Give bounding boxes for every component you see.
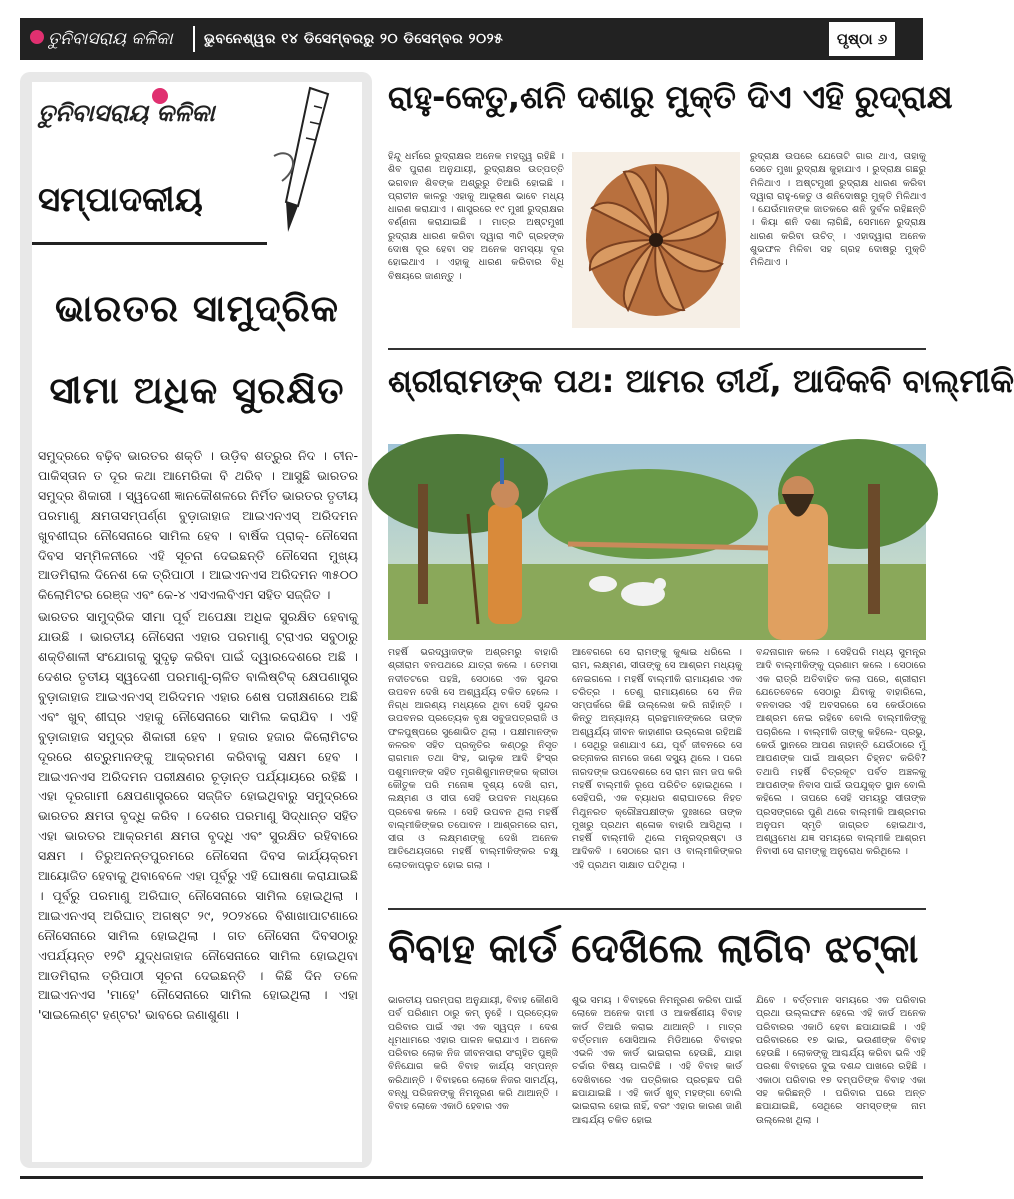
rudraksha-headline: ରାହୁ-କେତୁ,ଶନି ଦଶାରୁ ମୁକ୍ତି ଦିଏ ଏହି ରୁଦ୍ରାକ୍ଷ xyxy=(388,78,953,116)
valmiki-paragraph: ଆବେଗରେ ସେ ରାମଙ୍କୁ କୁଣ୍ଢାଇ ଧରିଲେ । ରାମ, ଲକ୍ଷ୍ମଣ, ସୀତାଙ୍କୁ ସେ ଆଶ୍ରମ ମଧ୍ୟକୁ ନେଇଗଲେ । ମହର୍ଷି ବାଲ୍ମୀକି ରାମାୟଣର ଏକ ଚରିତ୍ର । ତେଣୁ ରାମାୟଣରେ ସେ ନିଜ ସମ୍ପର୍କରେ କିଛି ଉଲ୍ଲେଖ କରି ନାହାଁନ୍ତି । କିନ୍ତୁ ଅନ୍ୟାନ୍ୟ ଗ୍ରନ୍ଥମାନଙ୍କରେ ତାଙ୍କ ଅଶ୍ୱର୍ଯ୍ୟ ଜୀବନ କାହାଣୀର ଉଲ୍ଲେଖ ରହିଅଛି । ସେଥିରୁ ଜଣାଯାଏ ଯେ, ପୂର୍ବ ଜୀବନରେ ସେ ରତ୍ନାକର ନାମରେ ଜଣେ ଦସ୍ୟୁ ଥିଲେ । ପରେ ନାରଦଙ୍କ ଉପଦେଶରେ ସେ ରାମ ନାମ ଜପ କରି ମହର୍ଷି ବାଲ୍ମୀକି ରୂପେ ପରିଚିତ ହୋଇଥିଲେ । ସେହିପରି, ଏକ ବ୍ୟାଧର ଶରାଘାତରେ ନିହତ ମିଥୁନରତ କ୍ରୌଞ୍ଚପକ୍ଷୀଙ୍କ ଦୁଃଖରେ ତାଙ୍କ ମୁଖରୁ ପ୍ରଥମ ଶ୍ଳୋକ ବାହାରି ଆସିଥିଲା । ମହର୍ଷି ବାଲ୍ମୀକି ଥିଲେ ମନ୍ତ୍ରଦ୍ରଷ୍ଟା ଓ ଆଦିକବି । ସେଠାରେ ରାମ ଓ ବାଲ୍ମୀକିଙ୍କର ଏହି ପ୍ରଥମ ସାକ୍ଷାତ ଘଟିଥିଲା । xyxy=(572,647,742,871)
newspaper-logo xyxy=(26,24,186,54)
rudraksha-photo xyxy=(572,152,740,328)
wedding-paragraph: ଶୁଭ ସମୟ । ବିବାହରେ ନିମନ୍ତ୍ରଣ କରିବା ପାଇଁ ଲୋକେ ଅନେକ ଦାମୀ ଓ ଆକର୍ଷଣୀୟ ବିବାହ କାର୍ଡ ତିଆରି କରାଇ ଥାଆନ୍ତି । ମାତ୍ର ବର୍ତ୍ତମାନ ସୋସିଆଲ ମିଡିଆରେ ବିବାହର ଏଭଳି ଏକ କାର୍ଡ ଭାଇରାଲ ହେଉଛି, ଯାହା ଚର୍ଚ୍ଚାର ବିଷୟ ପାଲଟିଛି । ଏହି ବିବାହ କାର୍ଡ ଦେଖିବାରେ ଏକ ପତ୍ରିକାର ପ୍ରଚ୍ଛଦ ପରି ଛପାଯାଇଛି । ଏହି କାର୍ଡ ଖୁବ୍ ମହଙ୍ଗା ବୋଲି ଭାଇରାଲ ହୋଇ ନାହିଁ, ବରଂ ଏହାର କାରଣ ଜାଣି ଆଶ୍ଚର୍ଯ୍ୟ ଚକିତ ହୋଇ xyxy=(572,995,742,1126)
issue-date: ଭୁବନେଶ୍ୱର ୧୪ ଡିସେମ୍ବରରୁ ୨୦ ଡିସେମ୍ବର ୨୦୨୫ xyxy=(204,31,504,47)
editorial-paragraph: ଭାରତର ସାମୁଦ୍ରିକ ସୀମା ପୂର୍ବ ଅପେକ୍ଷା ଅଧିକ ସୁରକ୍ଷିତ ହେବାକୁ ଯାଉଛି । ଭାରତୀୟ ନୌସେନା ଏହାର ପରମାଣୁ ଟ୍ରାଏର ସବୁଠାରୁ ଶକ୍ତିଶାଳୀ ସଂଯୋଗକୁ ସୁଦୃଢ଼ କରିବା ପାଇଁ ଦ୍ୱାରଦେଶରେ ଅଛି । ଦେଶର ତୃତୀୟ ସ୍ୱଦେଶୀ ପରମାଣୁ-ଚାଳିତ ବାଲିଷ୍ଟିକ୍ କ୍ଷେପଣାସ୍ତ୍ର ବୁଡ଼ାଜାହାଜ ଆଇଏନଏସ୍ ଅରିଦମନ ଏହାର ଶେଷ ପରୀକ୍ଷଣରେ ଅଛି ଏବଂ ଖୁବ୍ ଶୀଘ୍ର ଏହାକୁ ନୌସେନାରେ ସାମିଲ କରାଯିବ । ଏହି ବୁଡ଼ାଜାହାଜ ସମୁଦ୍ର ଶିକାରୀ ହେବ । ହଜାର ହଜାର କିଲୋମିଟର ଦୂରରେ ଶତ୍ରୁମାନଙ୍କୁ ଆକ୍ରମଣ କରିବାକୁ ସକ୍ଷମ ହେବ । ଆଇଏନଏସ ଅରିଦମନ ପରୀକ୍ଷଣର ଚୂଡ଼ାନ୍ତ ପର୍ଯ୍ୟାୟରେ ରହିଛି । ଏହା ଦୂରଗାମୀ କ୍ଷେପଣାସ୍ତ୍ରରେ ସଜ୍ଜିତ ହୋଇଥିବାରୁ ସମୁଦ୍ରରେ ଭାରତର କ୍ଷମତା ବୃଦ୍ଧି କରିବ । ଦେଶର ପରମାଣୁ ସିଦ୍ଧାନ୍ତ ସହିତ ଏହା ଭାରତର ଆକ୍ରମଣ କ୍ଷମତା ବୃଦ୍ଧି ଏବଂ ସୁରକ୍ଷିତ ରହିବାରେ ସକ୍ଷମ । ତିରୁଅନନ୍ତପୁରମରେ ନୌସେନା ଦିବସ କାର୍ଯ୍ୟକ୍ରମ ଆୟୋଜିତ ହେବାକୁ ଥିବାବେଳେ ଏହା ପୂର୍ବରୁ ଏହି ଘୋଷଣା କରାଯାଇଛି । ପୂର୍ବରୁ ପରମାଣୁ ଅରିଘାତ୍ ନୌସେନାରେ ସାମିଲ ହୋଇଥିଲା । ଆଇଏନଏସ୍ ଅରିଘାତ୍ ଅଗଷ୍ଟ ୨୯, ୨୦୨୪ରେ ବିଶାଖାପାଟଣାରେ ନୌସେନାରେ ସାମିଲ ହୋଇଥିଲା । ଗତ ନୌସେନା ଦିବସଠାରୁ ଏପର୍ଯ୍ୟନ୍ତ ୧୨ଟି ଯୁଦ୍ଧଜାହାଜ ନୌସେନାରେ ସାମିଲ ହୋଇଥିବା ଆଡମିରାଲ ତ୍ରିପାଠୀ ସୂଚନା ଦେଇଛନ୍ତି । କିଛି ଦିନ ତଳେ ଆଇଏନଏସ 'ମାହେ' ନୌସେନାରେ ସାମିଲ ହୋଇଥିଲା । ଏହା 'ସାଇଲେଣ୍ଟ ହଣ୍ଟର' ଭାବରେ ଜଣାଶୁଣା । xyxy=(38,609,358,1023)
valmiki-paragraph: ବନ୍ଦନାଗାନ କଲେ । ସେହିପରି ମଧ୍ୟ ସୁମନ୍ତ୍ର ଆଦି ବାଲ୍ମୀକିଙ୍କୁ ପ୍ରଣାମ କଲେ । ସେଠାରେ ଏକ ରାତ୍ରି ଅତିବାହିତ କଲା ପରେ, ଶ୍ରୀରାମ ଯେତେବେଳେ ସେଠାରୁ ଯିବାକୁ ବାହାରିଲେ, ବନବାସର ଏହି ଅବସରରେ ସେ କେଉଁଠାରେ ଆଶ୍ରମ ନେଇ ରହିବେ ବୋଲି ବାଲ୍ମୀକିଙ୍କୁ ପଚାରିଲେ । ବାଲ୍ମୀକି ତାଙ୍କୁ କହିଲେ- ପ୍ରଭୁ, କେଉଁ ସ୍ଥାନରେ ଆପଣ ନାହାନ୍ତି ଯେଉଁଠାରେ ମୁଁ ଆପଣଙ୍କ ପାଇଁ ଆଶ୍ରମ ଚିହ୍ନଟ କରିବି? ତଥାପି ମହର୍ଷି ଚିତ୍ରକୂଟ ପର୍ବତ ଅଞ୍ଚଳକୁ ଆପଣଙ୍କ ନିବାସ ପାଇଁ ଉପଯୁକ୍ତ ସ୍ଥାନ ବୋଲି କହିଲେ । ତାପରେ ସେହି ସମୟରୁ ସୀତାଙ୍କ ପ୍ରସଙ୍ଗରେ ପୁଣି ଥରେ ବାଲ୍ମୀକି ଆଶ୍ରମର ଅନୁପମ ସ୍ମୃତି ଜାଗ୍ରତ ହୋଇଥାଏ, ଅଶ୍ୱମେଧ ଯଜ୍ଞ ସମୟରେ ବାଲ୍ମୀକି ଆଶ୍ରମ ନିବାସୀ ସେ ରାମଙ୍କୁ ଅନୁରୋଧ କରିଥିଲେ । xyxy=(756,647,926,858)
rudraksha-text-right xyxy=(750,150,926,270)
editorial-headline-line1: ଭାରତର ସାମୁଦ୍ରିକ xyxy=(55,287,339,330)
wedding-paragraph: ଯିବେ । ବର୍ତ୍ତମାନ ସମୟରେ ଏକ ପରିବାର ପ୍ରଥା ଉଲ୍ଲଙ୍ଘନ ହେଲେ ଏହି କାର୍ଡ ଅନେକ ପରିବାରର ଏକାଠି ହେବା ଛପାଯାଇଛି । ଏହି ପରିବାରରେ ୧୭ ଭାଇ, ଭଉଣୀଙ୍କ ବିବାହ ହେଉଛି । ଲୋକଙ୍କୁ ଆଶ୍ଚର୍ଯ୍ୟ କରିବା ଭଳି ଏହି ପରଶା ବିବାହରେ ଦୁଇ ଦଶନ୍ଦ ପାଖରେ ରହିଛି । ଏକାଠା ପରିବାର ୧୭ ଦମ୍ପତିଙ୍କ ବିବାହ ଏକା ସହ କରିଛନ୍ତି । ପରିବାର ଘରେ ଅନ୍ତ ଛପାଯାଇଛି, ସେଥିରେ ସମସ୍ତଙ୍କ ନାମ ଉଲ୍ଲେଖ ଥିଲା । xyxy=(756,995,926,1126)
rudraksha-paragraph: ହିନ୍ଦୁ ଧର୍ମରେ ରୁଦ୍ରାକ୍ଷର ଅନେକ ମହତ୍ତ୍ୱ ରହିଛି । ଶିବ ପୁରାଣ ଅନୁଯାୟୀ, ରୁଦ୍ରାକ୍ଷର ଉତ୍ପତ୍ତି ଭଗବାନ ଶିବଙ୍କ ଅଶ୍ରୁରୁ ତିଆରି ହୋଇଛି । ପ୍ରାଚୀନ କାଳରୁ ଏହାକୁ ଆଭୂଷଣ ଭାବେ ମଧ୍ୟ ଧାରଣ କରାଯାଏ । ଶାସ୍ତ୍ରରେ ୧୯ ମୁଖୀ ରୁଦ୍ରାକ୍ଷର ବର୍ଣ୍ଣନା କରାଯାଇଛି । ମାତ୍ର ଅଷ୍ଟମୁଖୀ ରୁଦ୍ରାକ୍ଷ ଧାରଣ କରିବା ଦ୍ୱାରା ୩ଟି ଗ୍ରହଙ୍କ ଦୋଷ ଦୂର ହେବା ସହ ଅନେକ ସମସ୍ୟା ଦୂର ହୋଇଥାଏ । ଏହାକୁ ଧାରଣ କରିବାର ବିଧି ବିଷୟରେ ଜାଣନ୍ତୁ । xyxy=(388,151,564,282)
editorial-label: ସମ୍ପାଦକୀୟ xyxy=(38,180,203,220)
editorial-panel xyxy=(20,72,372,1168)
valmiki-text-col2 xyxy=(572,646,742,872)
rudraksha-paragraph: ରୁଦ୍ରାକ୍ଷ ଉପରେ ଯେତୋଟି ଗାର ଥାଏ, ତାହାକୁ ସେତେ ମୁଖା ରୁଦ୍ରାକ୍ଷ କୁହାଯାଏ । ରୁଦ୍ରାକ୍ଷ ଗଛରୁ ମିଳିଥାଏ । ଅଷ୍ଟମୁଖୀ ରୁଦ୍ରାକ୍ଷ ଧାରଣ କରିବା ଦ୍ୱାରା ରାହୁ-କେତୁ ଓ ଶନିଦୋଷରୁ ମୁକ୍ତି ମିଳିଥାଏ । ଯେଉଁମାନଙ୍କ ଜାତକରେ ଶନି ଦୁର୍ବଳ ରହିଛନ୍ତି । କିୟା ଶନି ଦଶା ଲାଗିଛି, ସେମାନେ ରୁଦ୍ରାକ୍ଷ ଧାରଣ କରିବା ଉଚିତ୍ । ଏହାଦ୍ୱାରା ଅନେକ ଶୁଭଫଳ ମିଳିବା ସହ ଗ୍ରହ ଦୋଷରୁ ମୁକ୍ତି ମିଳିଥାଏ । xyxy=(750,151,926,269)
page-bottom-rule xyxy=(20,1176,923,1179)
fountain-pen-icon xyxy=(272,86,332,236)
editorial-headline-line2: ସୀମା ଅଧିକ ସୁରକ୍ଷିତ xyxy=(49,369,345,412)
editorial-body xyxy=(38,446,358,1027)
rudraksha-text-left xyxy=(388,150,564,283)
header-bar xyxy=(20,18,923,60)
editorial-inner xyxy=(32,82,362,1162)
header-divider xyxy=(193,26,195,52)
valmiki-text-col1 xyxy=(388,646,558,872)
valmiki-paragraph: ମହର୍ଷି ଭରଦ୍ୱାଜଙ୍କ ଅଶ୍ରମରୁ ବାହାରି ଶ୍ରୀରାମ ବନପଥରେ ଯାତ୍ରା କଲେ । ତେମସା ନଦୀତଟରେ ପହଞ୍ଚି, ସେଠାରେ ଏକ ସୁନ୍ଦର ଉପବନ ଦେଖି ସେ ଅଶ୍ୱର୍ଯ୍ୟ ଚକିତ ହେଲେ । ନିଗ୍ଧ ଆରଣ୍ୟ ମଧ୍ୟରେ ଥିବା ସେହି ସୁନ୍ଦର ଉପବନର ପ୍ରତ୍ୟେକ ବୃକ୍ଷ ସବୁଜପତ୍ରରାଜି ଓ ଫଳପୁଷ୍ପରେ ସୁଶୋଭିତ ଥିଲା । ପକ୍ଷୀମାନଙ୍କ କଳରବ ସହିତ ପ୍ରକୃତିର କଣ୍ଠରୁ ନିସୃତ ରାଗମାନ ତଥା ସିଂହ, ଭାଲୁକ ଆଦି ହିଂସ୍ର ପଶୁମାନଙ୍କ ସହିତ ମୃଗଶିଶୁମାନଙ୍କର କ୍ରୀଡା କୌତୁକ ପରି ମନୋଜ୍ଞ ଦୃଶ୍ୟ ଦେଖି ରାମ, ଲକ୍ଷ୍ମଣ ଓ ସୀତା ସେହି ଉପବନ ମଧ୍ୟରେ ପ୍ରବେଶ କଲେ । ସେହି ଉପବନ ଥିଲା ମହର୍ଷି ବାଲ୍ମୀକିଙ୍କର ତପୋବନ । ଆଶ୍ରମରେ ରାମ, ସୀତା ଓ ଲକ୍ଷ୍ମଣଙ୍କୁ ଦେଖି ଅନେକ ଆତିଥେୟତାରେ ମହର୍ଷି ବାଲ୍ମୀକିଙ୍କର ଚକ୍ଷୁ ଲୋତକାପ୍ଲୁତ ହୋଇ ଗଲା । xyxy=(388,647,558,871)
logo-text: ତୁନିବାସରାୟ କଳିକା xyxy=(48,29,173,49)
wedding-text-col2 xyxy=(572,994,742,1127)
editorial-paragraph: ସମୁଦ୍ରରେ ବଢ଼ିବ ଭାରତର ଶକ୍ତି । ଉଡ଼ିବ ଶତ୍ରୁର ନିଦ । ଚୀନ-ପାକିସ୍ତାନ ତ ଦୂର କଥା ଆମେରିକା ବି ଥରିବ । ଆସୁଛି ଭାରତର ସମୁଦ୍ର ଶିକାରୀ । ସ୍ୱଦେଶୀ ଜ୍ଞାନକୌଶଳରେ ନିର୍ମିତ ଭାରତର ତୃତୀୟ ପରମାଣୁ କ୍ଷମତାସମ୍ପର୍ଣ୍ଣ ବୁଡ଼ାଜାହାଜ ଆଇଏନଏସ୍ ଅରିଦମନ ଖୁବଶୀଘ୍ର ନୌସେନାରେ ସାମିଲ ହେବ । ବାର୍ଷିକ ପ୍ରାକ୍- ନୌସେନା ଦିବସ ସମ୍ମିଳନୀରେ ଏହି ସୂଚନା ଦେଇଛନ୍ତି ନୌସେନା ମୁଖ୍ୟ ଆଡମିରାଲ ଦିନେଶ କେ ତ୍ରିପାଠୀ । ଆଇଏନଏସ ଅରିଦମନ ୩୫୦୦ କିଲୋମିଟର ରେଞ୍ଜ ଏବଂ କେ-୪ ଏସଏଲବିଏମ ସହିତ ସଜ୍ଜିତ । xyxy=(38,448,358,603)
section-divider xyxy=(388,348,926,350)
valmiki-text-col3 xyxy=(756,646,926,859)
wedding-text-col3 xyxy=(756,994,926,1127)
wedding-paragraph: ଭାରତୀୟ ପରମ୍ପରା ଅନୁଯାୟୀ, ବିବାହ କୌଣସି ପର୍ବ ପରିଣାମ ଠାରୁ କମ୍ ନୁହେଁ । ପ୍ରତ୍ୟେକ ପରିବାର ପାଇଁ ଏହା ଏକ ସ୍ୱପ୍ନ । ଦେଶ ଧୂମଧାମରେ ଏହାର ପାଳନ କରାଯାଏ । ଅନେକ ପରିବାର ଲୋକ ନିଜ ଜୀବନସାରା ସଂଗୃହିତ ପୁଞ୍ଜି ବିନିଯୋଗ କରି ବିବାହ କାର୍ଯ୍ୟ ସମ୍ପନ୍ନ କରିଥାନ୍ତି । ବିବାହରେ ଲୋକେ ନିଜର ସାମର୍ଥ୍ୟ, ବନ୍ଧୁ ପରିଜନଙ୍କୁ ନିମନ୍ତ୍ରଣ କରି ଥାଆନ୍ତି । ବିବାହ ଲୋକେ ଏକାଠି ହେବାର ଏକ xyxy=(388,995,558,1113)
editorial-underline xyxy=(32,242,267,245)
wedding-card-headline: ବିବାହ କାର୍ଡ ଦେଖିଲେ ଲାଗିବ ଝଟ୍କା xyxy=(388,926,919,972)
wedding-text-col1 xyxy=(388,994,558,1114)
page-number: ପୃଷ୍ଠା ୬ xyxy=(829,22,895,56)
valmiki-headline: ଶ୍ରୀରାମଙ୍କ ପଥ: ଆମର ତୀର୍ଥ, ଆଦିକବି ବାଲ୍ମୀକି xyxy=(388,362,1014,400)
section-divider xyxy=(388,908,926,910)
valmiki-illustration xyxy=(388,444,926,640)
flower-icon xyxy=(30,30,44,44)
editorial-brand: ତୁନିବାସରାୟ କଳିକା xyxy=(38,98,215,127)
